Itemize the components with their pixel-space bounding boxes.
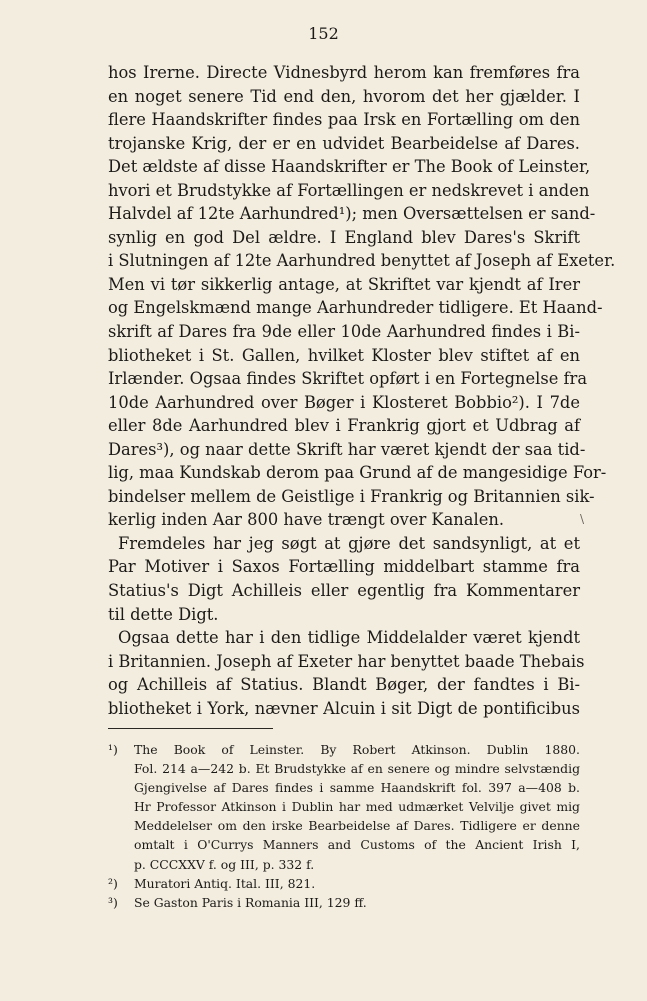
text-line: i Slutningen af 12te Aarhundred benyttet af Joseph af Exeter.: [108, 251, 616, 271]
text-line: Par Motiver i Saxos Fortælling middelbart stamme fra: [108, 557, 580, 577]
text-line: skrift af Dares fra 9de eller 10de Aarhundred findes i Bi-: [108, 322, 580, 342]
footnote-mark: ³): [108, 894, 118, 910]
page-number: 152: [308, 24, 339, 43]
text-line: flere Haandskrifter findes paa Irsk en Fortælling om den: [108, 110, 580, 130]
text-line: og Achilleis af Statius. Blandt Bøger, der fandtes i Bi-: [108, 675, 580, 695]
text-line: hos Irerne. Directe Vidnesbyrd herom kan fremføres fra: [108, 63, 580, 82]
text-line: 10de Aarhundred over Bøger i Klosteret Bobbio²). I 7de: [108, 392, 580, 412]
text-line: og Engelskmænd mange Aarhundreder tidligere. Et Haand-: [108, 298, 603, 318]
text-line: Men vi tør sikkerlig antage, at Skriftet var kjendt af Irer: [108, 274, 580, 294]
footnotes: [108, 740, 580, 912]
footnote-rule: [108, 728, 273, 729]
footnote-3: [108, 893, 580, 912]
text-line: trojanske Krig, der er en udvidet Bearbeidelse af Dares.: [108, 133, 580, 153]
text-line: en noget senere Tid end den, hvorom det her gjælder. I: [108, 86, 580, 106]
text-line: synlig en god Del ældre. I England blev Dares's Skrift: [108, 227, 580, 247]
footnote-line: Meddelelser om den irske Bearbeidelse af Dares. Tidligere er denne: [134, 818, 580, 834]
footnote-1: [108, 740, 580, 759]
footnote-line: omtalt i O'Currys Manners and Customs of the Ancient Irish I,: [134, 837, 580, 853]
footnote-text: Muratori Antiq. Ital. III, 821.: [134, 875, 316, 891]
text-line: Fremdeles har jeg søgt at gjøre det sandsynligt, at et: [118, 533, 580, 553]
text-line: bindelser mellem de Geistlige i Frankrig og Britannien sik-: [108, 486, 595, 506]
text-line: lig, maa Kundskab derom paa Grund af de mangesidige For-: [108, 463, 607, 483]
footnote-line: Hr Professor Atkinson i Dublin har med udmærket Velvilje givet mig: [134, 799, 580, 815]
footnote-text: The Book of Leinster. By Robert Atkinson. Dublin 1880.: [134, 742, 580, 757]
text-line: kerlig inden Aar 800 have trængt over Kanalen.: [108, 510, 504, 530]
footnote-2: [108, 874, 580, 893]
footnote-line: Gjengivelse af Dares findes i samme Haandskrift fol. 397 a—408 b.: [134, 780, 580, 796]
text-line: hvori et Brudstykke af Fortællingen er nedskrevet i anden: [108, 180, 590, 200]
footnote-line: p. CCCXXV f. og III, p. 332 f.: [134, 856, 315, 872]
footnote-line: Fol. 214 a—242 b. Et Brudstykke af en senere og mindre selvstændig: [134, 761, 580, 777]
text-line: til dette Digt.: [108, 604, 219, 624]
text-line: Irlænder. Ogsaa findes Skriftet opført i en Fortegnelse fra: [108, 369, 588, 389]
text-line: Det ældste af disse Haandskrifter er The Book of Leinster,: [108, 157, 591, 177]
body-text: [108, 61, 616, 720]
footnote-mark: ²): [108, 875, 118, 891]
footnote-text: Se Gaston Paris i Romania III, 129 ff.: [134, 894, 367, 910]
text-line: bliotheket i St. Gallen, hvilket Kloster blev stiftet af en: [108, 345, 580, 365]
stray-mark: \: [580, 512, 585, 526]
text-line: Statius's Digt Achilleis eller egentlig fra Kommentarer: [108, 581, 580, 601]
text-line: bliotheket i York, nævner Alcuin i sit Digt de pontificibus: [108, 698, 580, 718]
text-line: Ogsaa dette har i den tidlige Middelalder været kjendt: [118, 628, 580, 648]
footnote-mark: ¹): [108, 742, 118, 757]
text-line: eller 8de Aarhundred blev i Frankrig gjort et Udbrag af: [108, 416, 580, 436]
text-line: i Britannien. Joseph af Exeter har benyttet baade Thebais: [108, 651, 585, 671]
text-line: Halvdel af 12te Aarhundred¹); men Oversættelsen er sand-: [108, 204, 596, 224]
text-line: Dares³), og naar dette Skrift har været kjendt der saa tid-: [108, 439, 586, 459]
